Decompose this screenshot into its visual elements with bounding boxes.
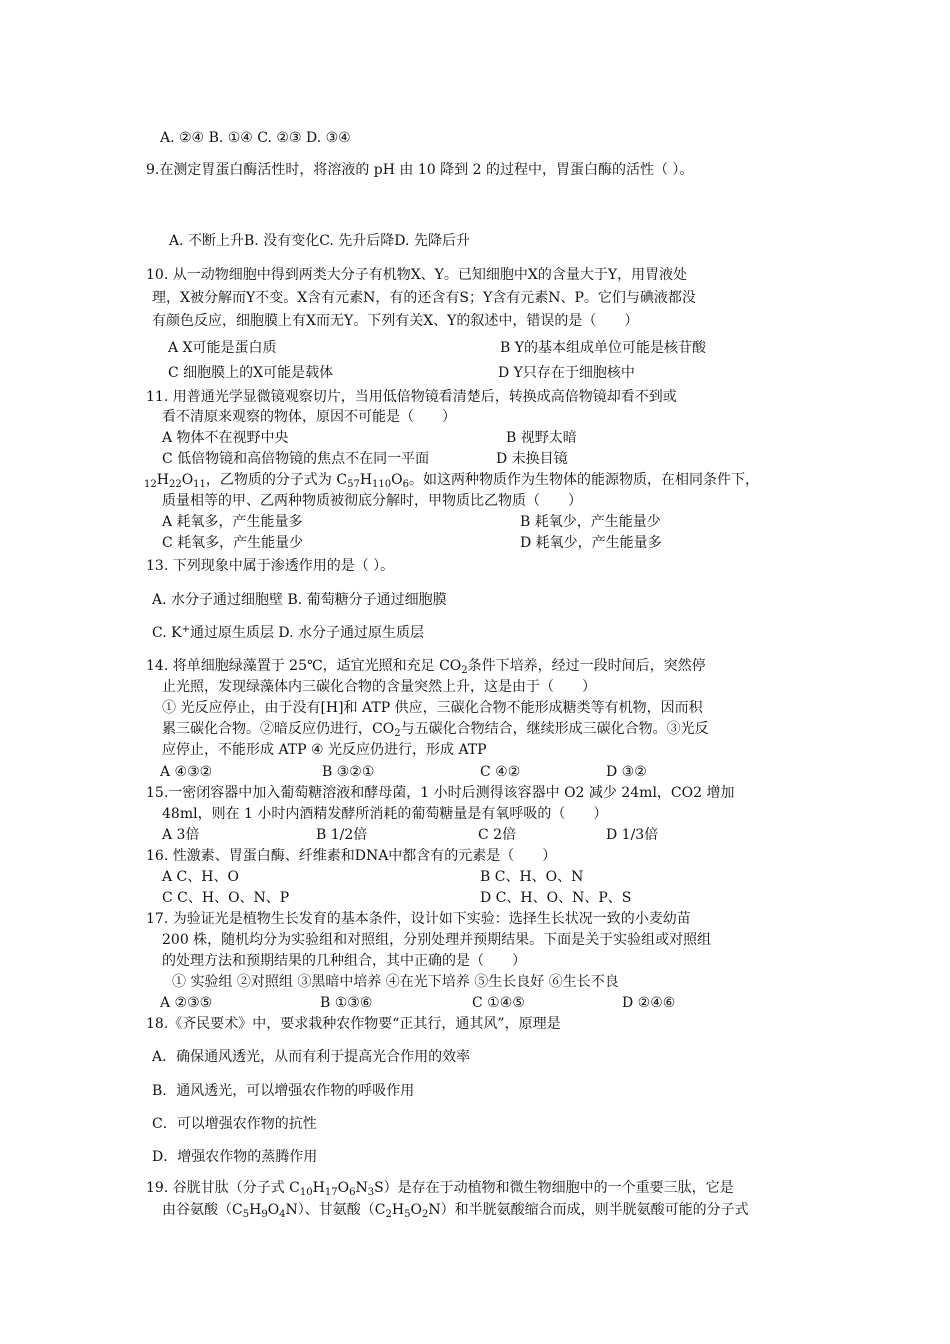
- q16-option-b: B C、H、O、N: [480, 869, 584, 885]
- q14-option-b: B ③②①: [322, 764, 375, 780]
- q16-stem: 16. 性激素、胃蛋白酶、纤维素和DNA中都含有的元素是（ ）: [146, 848, 557, 864]
- q15-option-c: C 2倍: [478, 827, 517, 843]
- q18-option-c: C．可以增强农作物的抗性: [152, 1116, 317, 1132]
- q16-option-c: C C、H、O、N、P: [162, 890, 290, 906]
- q9-stem: 9.在测定胃蛋白酶活性时，将溶液的 pH 由 10 降到 2 的过程中，胃蛋白酶的活性（ ）。: [146, 162, 694, 178]
- q14-stem-line5: 应停止，不能形成 ATP ④ 光反应仍进行，形成 ATP: [162, 742, 487, 758]
- q17-stem-line1: 17. 为验证光是植物生长发育的基本条件，设计如下实验：选择生长状况一致的小麦幼苗: [146, 911, 691, 927]
- q19-stem-line2: 由谷氨酸$(C_5H_9O_4N)$、甘氨酸$(C_2H_5O_2N)$和半胱氨酸缩合而成，则半胱氨酸可能的分子式: [162, 1202, 749, 1220]
- q12-option-d: D 耗氧少，产生能量多: [520, 535, 662, 551]
- q11-option-b: B 视野太暗: [506, 430, 577, 446]
- q13-options-cd: C. K+通过原生质层 D. 水分子通过原生质层: [152, 624, 425, 641]
- q17-option-a: A ②③⑤: [160, 995, 213, 1011]
- q14-option-d: D ③②: [606, 764, 647, 780]
- q11-option-a: A 物体不在视野中央: [162, 430, 289, 446]
- q15-option-d: D 1/3倍: [606, 827, 659, 843]
- q12-option-a: A 耗氧多，产生能量多: [162, 514, 303, 530]
- q11-stem-line2: 看不清原来观察的物体，原因不可能是（ ）: [162, 409, 456, 425]
- q14-stem-line3: ① 光反应停止，由于没有[H]和 ATP 供应，三碳化合物不能形成糖类等有机物，因而积: [162, 700, 703, 716]
- q16-option-a: A C、H、O: [162, 869, 239, 885]
- q14-option-c: C ④②: [480, 764, 521, 780]
- q11-option-c: C 低倍物镜和高倍物镜的焦点不在同一平面: [162, 451, 430, 467]
- q13-stem: 13. 下列现象中属于渗透作用的是（ ）。: [146, 558, 395, 574]
- q10-option-a: A X可能是蛋白质: [168, 340, 277, 356]
- q10-stem-line2: 理，X被分解而Y不变。X含有元素N，有的还含有S；Y含有元素N、P。它们与碘液都没: [152, 290, 696, 306]
- q8-options: A. ②④ B. ①④ C. ②③ D. ③④: [160, 130, 351, 146]
- q10-option-c: C 细胞膜上的X可能是载体: [168, 365, 334, 381]
- q12-stem-line2: 质量相等的甲、乙两种物质被彻底分解时，甲物质比乙物质（ ）: [162, 493, 582, 509]
- q18-stem: 18.《齐民要术》中，要求栽种农作物要“正其行，通其风”，原理是: [146, 1016, 561, 1032]
- q19-stem-line1: 19. 谷胱甘肽（分子式 $C_{10}H_{17}O_6N_3S$）是存在于动植物和微生物细胞中的一个重要三肽，它是: [146, 1180, 734, 1198]
- q14-stem-line1: 14. 将单细胞绿藻置于 25℃，适宜光照和充足 $CO_2$条件下培养，经过一段时间后，突然停: [146, 658, 706, 676]
- q16-option-d: D C、H、O、N、P、S: [480, 890, 632, 906]
- q11-option-d: D 未换目镜: [496, 451, 568, 467]
- q13-options-ab: A. 水分子通过细胞壁 B. 葡萄糖分子通过细胞膜: [152, 592, 447, 608]
- q17-option-c: C ①④⑤: [472, 995, 525, 1011]
- q10-option-d: D Y只存在于细胞核中: [498, 365, 635, 381]
- q17-stem-line4: ① 实验组 ②对照组 ③黑暗中培养 ④在光下培养 ⑤生长良好 ⑥生长不良: [172, 974, 619, 990]
- q18-option-a: A．确保通风透光，从而有利于提高光合作用的效率: [152, 1049, 471, 1065]
- q12-option-c: C 耗氧多，产生能量少: [162, 535, 304, 551]
- q17-stem-line3: 的处理方法和预期结果的几种组合，其中正确的是（ ）: [162, 953, 526, 969]
- q10-stem-line3: 有颜色反应，细胞膜上有X而无Y。下列有关X、Y的叙述中，错误的是（ ）: [152, 313, 639, 329]
- q10-option-b: B Y的基本组成单位可能是核苷酸: [500, 340, 706, 356]
- q18-option-b: B．通风透光，可以增强农作物的呼吸作用: [152, 1083, 415, 1099]
- q17-stem-line2: 200 株，随机均分为实验组和对照组，分别处理并预期结果。下面是关于实验组或对照组: [162, 932, 712, 948]
- q15-option-b: B 1/2倍: [316, 827, 368, 843]
- q15-option-a: A 3倍: [162, 827, 200, 843]
- q18-option-d: D．增强农作物的蒸腾作用: [152, 1149, 318, 1165]
- q12-number-fragment: 12: [144, 479, 157, 490]
- q9-options: A. 不断上升B. 没有变化C. 先升后降D. 先降后升: [169, 233, 470, 249]
- q14-stem-line4: 累三碳化合物。②暗反应仍进行，$CO_2$与五碳化合物结合，继续形成三碳化合物。③光反: [162, 721, 709, 739]
- q14-option-a: A ④③②: [160, 764, 213, 780]
- q17-option-b: B ①③⑥: [320, 995, 373, 1011]
- q10-stem-line1: 10. 从一动物细胞中得到两类大分子有机物X、Y。已知细胞中X的含量大于Y，用胃液处: [146, 267, 688, 283]
- q11-stem-line1: 11. 用普通光学显微镜观察切片，当用低倍物镜看清楚后，转换成高倍物镜却看不到或: [146, 389, 677, 405]
- q14-stem-line2: 止光照，发现绿藻体内三碳化合物的含量突然上升，这是由于（ ）: [162, 679, 596, 695]
- q12-option-b: B 耗氧少，产生能量少: [520, 514, 661, 530]
- q15-stem-line1: 15.一密闭容器中加入葡萄糖溶液和酵母菌，1 小时后测得该容器中 O2 减少 24ml，CO2 增加: [146, 785, 735, 801]
- q17-option-d: D ②④⑥: [622, 995, 676, 1011]
- q15-stem-line2: 48ml，则在 1 小时内酒精发酵所消耗的葡萄糖量是有氧呼吸的（ ）: [162, 806, 608, 822]
- q12-stem-line1: $_{12}H_{22}O_{11}$，乙物质的分子式为 $C_{57}H_{110}O_6$。如这两种物质作为生物体的能源物质，在相同条件下，: [144, 472, 759, 490]
